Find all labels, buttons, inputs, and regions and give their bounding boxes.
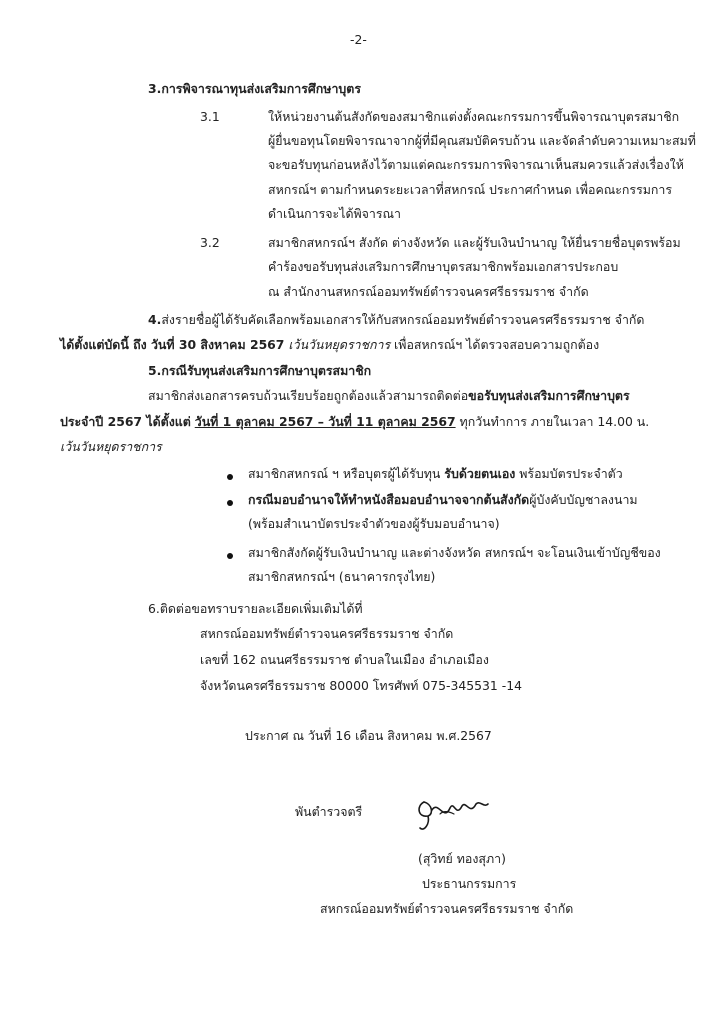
bullet-item-line2: (พร้อมสำเนาบัตรประจำตัวของผู้รับมอบอำนาจ): [248, 516, 500, 531]
section5-para-line1: [148, 387, 630, 405]
item-3-2-line: ณ สำนักงานสหกรณ์ออมทรัพย์ตำรวจนครศรีธรรมราช จำกัด: [268, 284, 589, 299]
contact-line: จังหวัดนครศรีธรรมราช 80000 โทรศัพท์ 075-345531 -14: [200, 678, 522, 693]
contact-line: เลขที่ 162 ถนนศรีธรรมราช ตำบลในเมือง อำเภอเมือง: [200, 652, 489, 667]
section4-line2: [60, 336, 599, 354]
section3-heading: 3.การพิจารณาทุนส่งเสริมการศึกษาบุตร: [148, 81, 361, 96]
section5-year: ประจำปี 2567 ได้ตั้งแต่: [60, 414, 191, 429]
item-3-2-line: สมาชิกสหกรณ์ฯ สังกัด ต่างจังหวัด และผู้รับเงินบำนาญ ให้ยื่นรายชื่อบุตรพร้อม: [268, 235, 681, 250]
bullet-rest: พร้อมบัตรประจำตัว: [515, 466, 623, 481]
item-3-1-number: 3.1: [200, 109, 220, 124]
bullet-item: [248, 465, 623, 483]
item-3-1-line: ดำเนินการจะได้พิจารณา: [268, 206, 401, 221]
contact-line: สหกรณ์ออมทรัพย์ตำรวจนครศรีธรรมราช จำกัด: [200, 626, 454, 641]
item-3-1-line: จะขอรับทุนก่อนหลังไว้ตามแต่คณะกรรมการพิจารณาเห็นสมควรแล้วส่งเรื่องให้: [268, 157, 684, 172]
section6-heading: 6.ติดต่อขอทราบรายละเอียดเพิ่มเติมได้ที่: [148, 601, 363, 616]
bullet-rest: ผู้บังคับบัญชาลงนาม: [529, 492, 638, 507]
item-3-1-line: ผู้ยื่นขอทุนโดยพิจารณาจากผู้ที่มีคุณสมบัติครบถ้วน และจัดลำดับความเหมาะสมที่: [268, 133, 696, 148]
bullet-bold: กรณีมอบอำนาจให้ทำหนังสือมอบอำนาจจากต้นสังกัด: [248, 492, 530, 507]
section5-holiday-note: เว้นวันหยุดราชการ: [60, 439, 162, 454]
section4-number: 4.: [148, 312, 162, 327]
item-3-1-line: ให้หน่วยงานต้นสังกัดของสมาชิกแต่งตั้งคณะกรรมการขึ้นพิจารณาบุตรสมาชิก: [268, 109, 680, 124]
section5-para-bold: ขอรับทุนส่งเสริมการศึกษาบุตร: [468, 388, 630, 403]
bullet-item: [248, 491, 638, 509]
section4-holiday-note: เว้นวันหยุดราชการ: [288, 337, 391, 352]
section4-deadline: ได้ตั้งแต่บัดนี้ ถึง วันที่ 30 สิงหาคม 2567: [60, 337, 285, 352]
section5-para-text: สมาชิกส่งเอกสารครบถ้วนเรียบร้อยถูกต้องแล้วสามารถติดต่อ: [148, 388, 469, 403]
bullet-item-line2: สมาชิกสหกรณ์ฯ (ธนาคารกรุงไทย): [248, 569, 436, 584]
section4-line1: [148, 311, 644, 329]
bullet-icon: [227, 474, 233, 480]
handwritten-signature: [410, 792, 490, 836]
announcement-date: ประกาศ ณ วันที่ 16 เดือน สิงหาคม พ.ศ.2567: [245, 728, 492, 743]
page-number: -2-: [350, 32, 367, 47]
item-3-2-line: คำร้องขอรับทุนส่งเสริมการศึกษาบุตรสมาชิกพร้อมเอกสารประกอบ: [268, 259, 619, 274]
bullet-text: สมาชิกสหกรณ์ ฯ หรือบุตรผู้ได้รับทุน: [248, 466, 445, 481]
section5-date-range: วันที่ 1 ตุลาคม 2567 – วันที่ 11 ตุลาคม 2567: [194, 414, 456, 429]
signatory-organization: สหกรณ์ออมทรัพย์ตำรวจนครศรีธรรมราช จำกัด: [320, 901, 574, 916]
section5-time: ทุกวันทำการ ภายในเวลา 14.00 น.: [459, 414, 650, 429]
section5-para-line2: [60, 413, 649, 431]
signatory-name: (สุวิทย์ ทองสุภา): [418, 851, 506, 866]
signatory-rank: พันตำรวจตรี: [295, 804, 363, 819]
bullet-icon: [227, 500, 233, 506]
bullet-bold: รับด้วยตนเอง: [444, 466, 516, 481]
bullet-icon: [227, 553, 233, 559]
bullet-item: สมาชิกสังกัดผู้รับเงินบำนาญ และต่างจังหวัด สหกรณ์ฯ จะโอนเงินเข้าบัญชีของ: [248, 545, 661, 560]
section4-purpose: เพื่อสหกรณ์ฯ ได้ตรวจสอบความถูกต้อง: [394, 337, 600, 352]
section4-text: ส่งรายชื่อผู้ได้รับคัดเลือกพร้อมเอกสารให้กับสหกรณ์ออมทรัพย์ตำรวจนครศรีธรรมราช จำกัด: [161, 312, 645, 327]
item-3-2-number: 3.2: [200, 235, 220, 250]
signatory-position: ประธานกรรมการ: [422, 876, 517, 891]
item-3-1-line: สหกรณ์ฯ ตามกำหนดระยะเวลาที่สหกรณ์ ประกาศกำหนด เพื่อคณะกรรมการ: [268, 182, 673, 197]
section5-heading: 5.กรณีรับทุนส่งเสริมการศึกษาบุตรสมาชิก: [148, 363, 372, 378]
